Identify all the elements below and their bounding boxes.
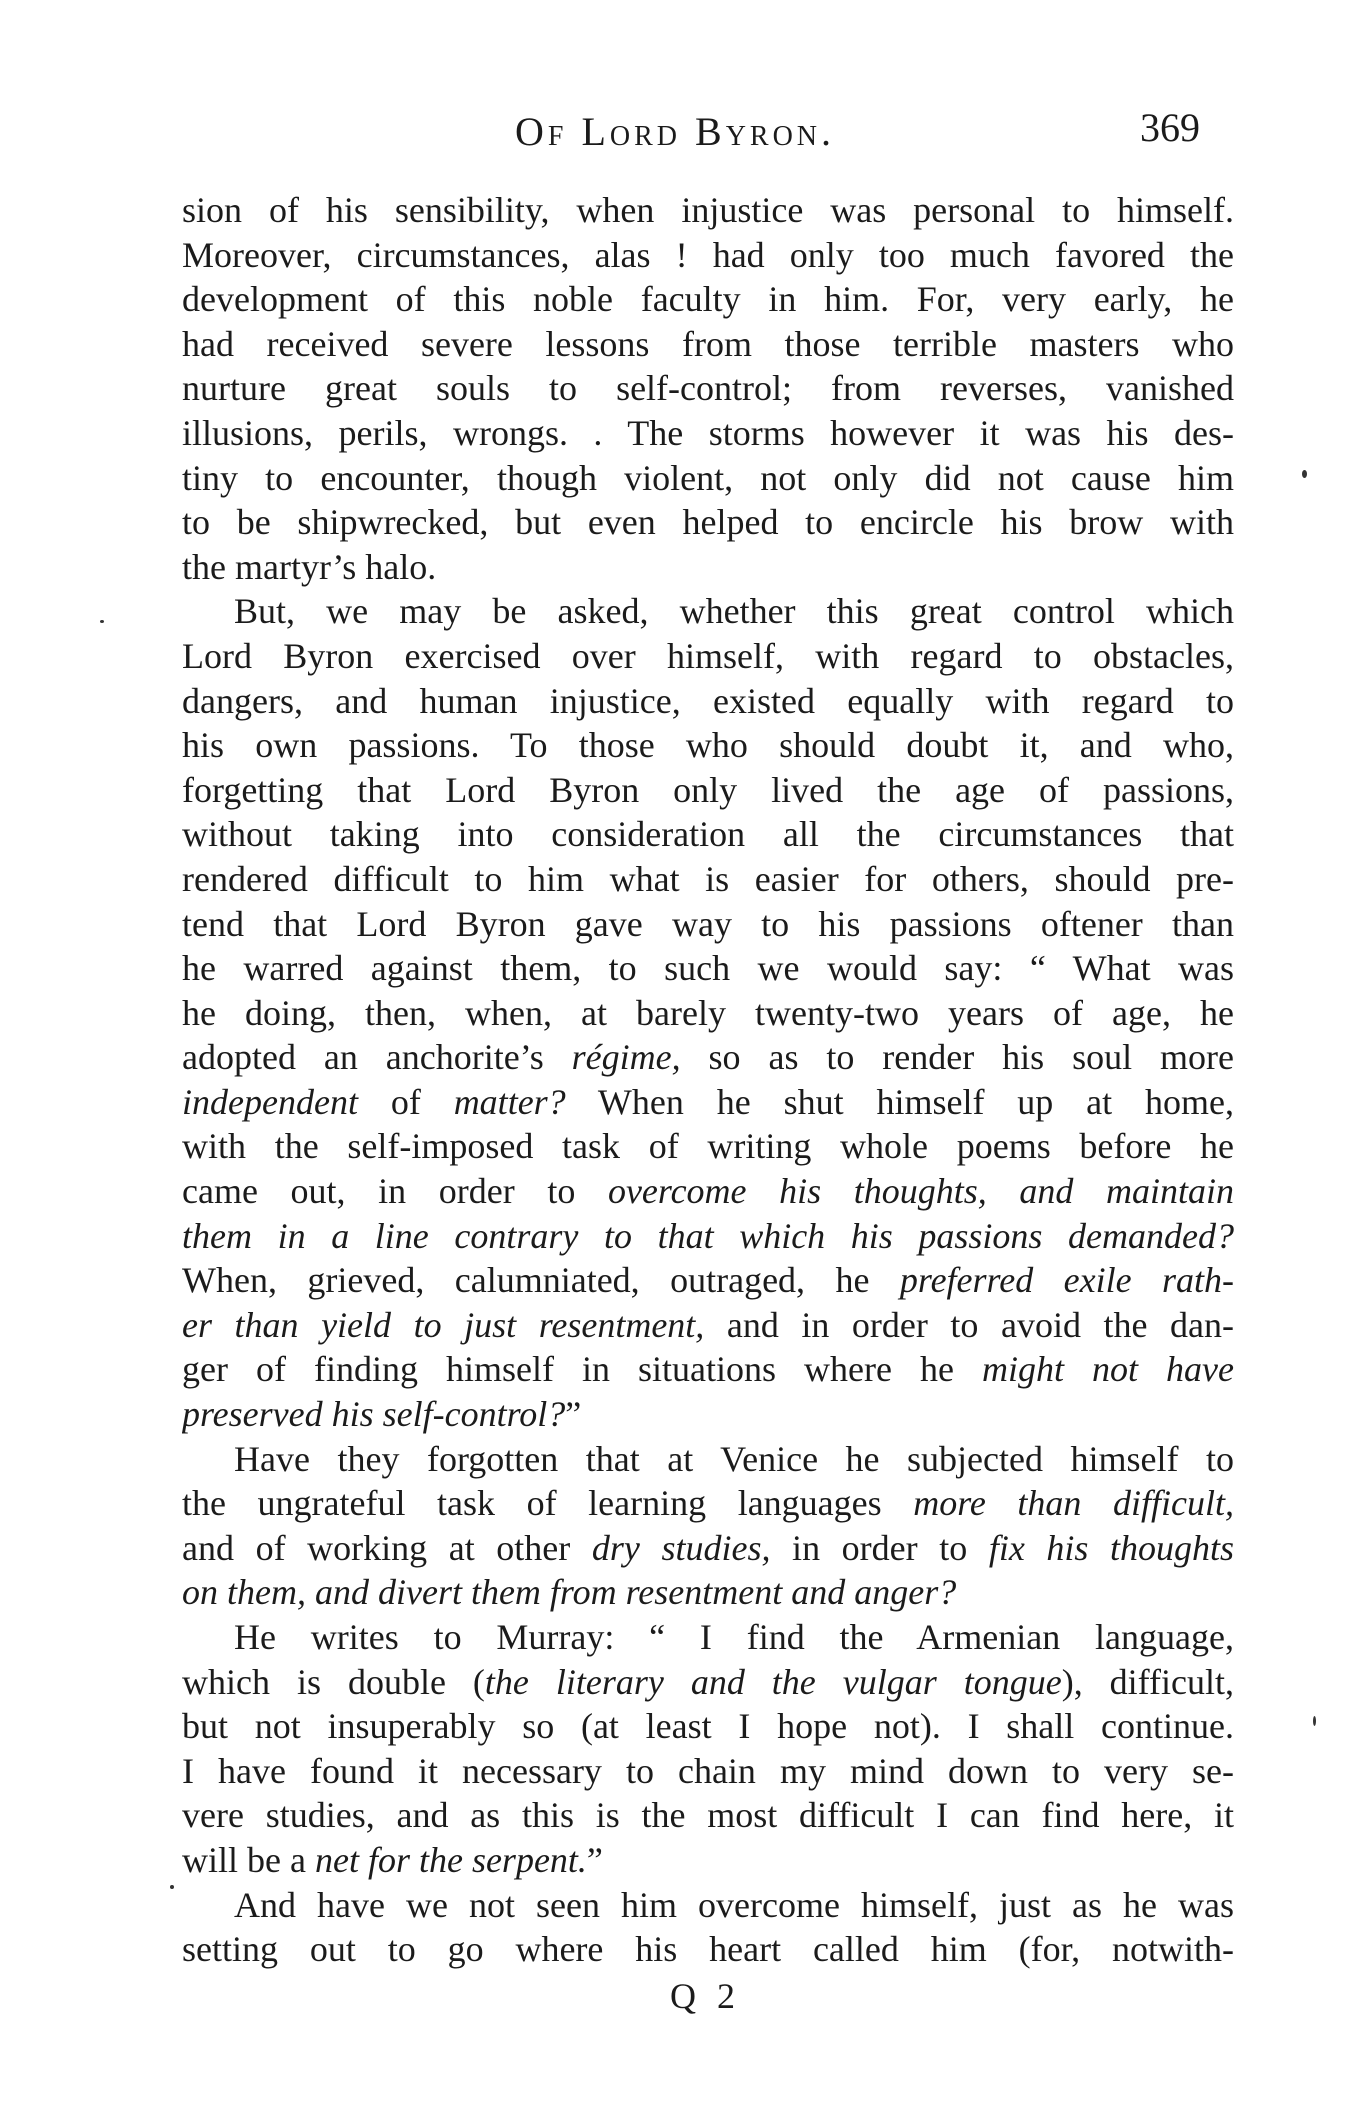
text-line [182, 1303, 1234, 1348]
text-segment: his own passions. To those who should doubt it, and who, [182, 725, 1234, 766]
text-segment: When he shut himself up at home, [565, 1081, 1234, 1122]
text-segment: came out, in order to [182, 1171, 608, 1212]
text-segment: will be a [182, 1839, 315, 1880]
text-segment: nurture great souls to self-control; from reverses, vanished [182, 368, 1234, 409]
text-segment: Moreover, circumstances, alas ! had only too much favored the [182, 234, 1234, 275]
text-segment: and of working at other [182, 1527, 592, 1568]
text-line [182, 1258, 1234, 1303]
text-line [182, 1570, 1234, 1615]
text-segment: vere studies, and as this is the most difficult I can find here, it [182, 1795, 1234, 1836]
text-segment: tiny to encounter, though violent, not only did not cause him [182, 457, 1234, 498]
text-segment: which is double ( [182, 1661, 485, 1702]
running-head [0, 105, 1363, 168]
text-segment: Have they forgotten that at Venice he subjected himself to [234, 1438, 1234, 1479]
text-segment: in order to [770, 1527, 989, 1568]
italic-text: preferred exile rath- [899, 1260, 1234, 1301]
italic-text: net for the serpent. [314, 1839, 587, 1880]
italic-text: them in a line contrary to that which his passions demanded? [182, 1215, 1234, 1256]
text-line [182, 1704, 1234, 1749]
text-line [182, 1838, 1234, 1883]
text-segment: the ungrateful task of learning languages [182, 1483, 914, 1524]
text-line [182, 589, 1234, 634]
italic-text: overcome his thoughts, and maintain [607, 1171, 1234, 1212]
text-segment: Lord Byron exercised over himself, with regard to obstacles, [182, 635, 1234, 676]
text-segment: of [357, 1081, 454, 1122]
text-segment: he doing, then, when, at barely twenty-two years of age, he [182, 992, 1234, 1033]
text-line [182, 1526, 1234, 1571]
text-line [182, 411, 1234, 456]
text-line [182, 322, 1234, 367]
text-line [182, 857, 1234, 902]
italic-text: dry studies, [591, 1527, 771, 1568]
page-number: 369 [1140, 105, 1200, 150]
scan-speck [170, 1885, 174, 1889]
text-line [182, 1214, 1234, 1259]
text-segment: with the self-imposed task of writing whole poems before he [182, 1126, 1234, 1167]
text-segment: setting out to go where his heart called him (for, notwith- [182, 1929, 1234, 1970]
italic-text: independent [182, 1081, 358, 1122]
text-segment: to be shipwrecked, but even helped to encircle his brow with [182, 502, 1234, 543]
scan-speck [1302, 470, 1307, 478]
text-segment: so as to render his soul more [680, 1037, 1234, 1078]
text-segment: and in order to avoid the dan- [704, 1304, 1234, 1345]
text-line [182, 723, 1234, 768]
text-line [182, 188, 1234, 233]
text-segment: I have found it necessary to chain my mind down to very se- [182, 1750, 1234, 1791]
text-line [182, 902, 1234, 947]
text-segment: illusions, perils, wrongs. . The storms however it was his des- [182, 412, 1234, 453]
text-line [182, 277, 1234, 322]
italic-text: régime, [571, 1037, 681, 1078]
scan-speck [100, 620, 104, 623]
signature-mark: Q 2 [670, 1976, 741, 2016]
italic-text: er than yield to just resentment, [182, 1304, 705, 1345]
text-line [182, 946, 1234, 991]
text-segment: the martyr’s halo. [182, 546, 437, 587]
text-segment: dangers, and human injustice, existed equally with regard to [182, 680, 1234, 721]
text-line [182, 812, 1234, 857]
text-line [182, 1392, 1234, 1437]
text-line [182, 1437, 1234, 1482]
text-line [182, 679, 1234, 724]
text-segment: ” [565, 1394, 582, 1435]
text-segment: but not insuperably so (at least I hope not). I shall continue. [182, 1706, 1234, 1747]
text-line [182, 500, 1234, 545]
text-line [182, 545, 1234, 590]
italic-text: the literary and the vulgar tongue [484, 1661, 1062, 1702]
text-segment: But, we may be asked, whether this great control which [234, 591, 1234, 632]
italic-text: matter? [453, 1081, 566, 1122]
text-segment: had received severe lessons from those terrible masters who [182, 323, 1234, 364]
text-line [182, 1169, 1234, 1214]
text-line [182, 1124, 1234, 1169]
text-line [182, 1883, 1234, 1928]
text-line [182, 1347, 1234, 1392]
text-segment: rendered difficult to him what is easier for others, should pre- [182, 858, 1234, 899]
text-segment: He writes to Murray: “ I find the Armenian language, [234, 1617, 1234, 1657]
text-segment: tend that Lord Byron gave way to his passions oftener than [182, 903, 1234, 944]
text-line [182, 456, 1234, 501]
text-segment: sion of his sensibility, when injustice was personal to himself. [182, 190, 1234, 230]
text-line [182, 1481, 1234, 1526]
text-segment: he warred against them, to such we would say: “ What was [182, 948, 1234, 989]
text-line [182, 366, 1234, 411]
text-segment: ), difficult, [1061, 1661, 1234, 1702]
italic-text: might not have [982, 1349, 1234, 1390]
text-line [182, 1035, 1234, 1080]
text-line [182, 634, 1234, 679]
italic-text: more than difficult, [913, 1483, 1234, 1524]
text-segment: And have we not seen him overcome himself, just as he was [234, 1884, 1234, 1925]
text-segment: ” [586, 1839, 603, 1880]
text-line [182, 1660, 1234, 1705]
italic-text: fix his thoughts [988, 1527, 1234, 1568]
text-segment: adopted an anchorite’s [182, 1037, 572, 1078]
text-segment: forgetting that Lord Byron only lived the age of passions, [182, 769, 1234, 810]
text-line [182, 1927, 1234, 1972]
text-line [182, 991, 1234, 1036]
scan-speck [1313, 1716, 1316, 1726]
text-line [182, 1793, 1234, 1838]
text-segment: development of this noble faculty in him. For, very early, he [182, 279, 1234, 320]
text-line [182, 1615, 1234, 1660]
running-title: Of Lord Byron. [515, 109, 836, 154]
text-segment: without taking into consideration all the circumstances that [182, 814, 1234, 855]
text-segment: ger of finding himself in situations where he [182, 1349, 982, 1390]
text-line [182, 233, 1234, 278]
text-line [182, 768, 1234, 813]
text-line [182, 1749, 1234, 1794]
italic-text: preserved his self-control? [182, 1394, 566, 1435]
body-text [182, 188, 1234, 1972]
italic-text: on them, and divert them from resentment and anger? [182, 1572, 957, 1613]
text-segment: When, grieved, calumniated, outraged, he [182, 1260, 900, 1301]
text-line [182, 1080, 1234, 1125]
